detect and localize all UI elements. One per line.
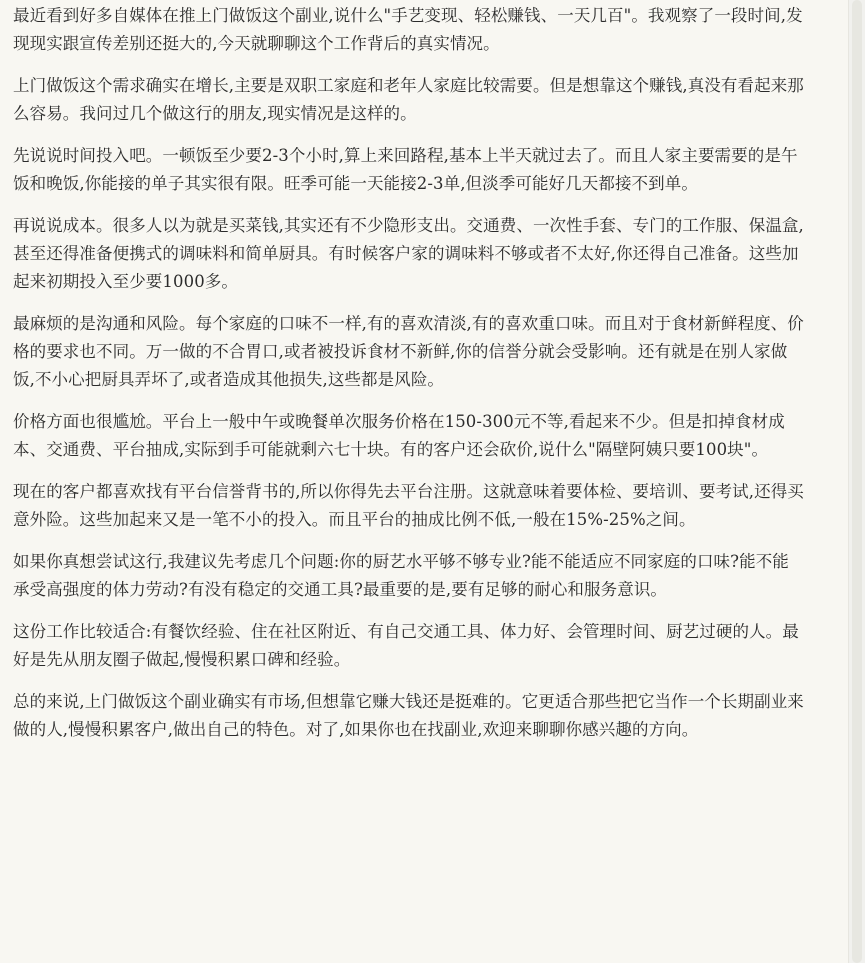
scrollbar-thumb[interactable] <box>852 0 862 963</box>
article-body <box>13 0 805 758</box>
paragraph-10: 总的来说,上门做饭这个副业确实有市场,但想靠它赚大钱还是挺难的。它更适合那些把它当作一个长期副业来做的人,慢慢积累客户,做出自己的特色。对了,如果你也在找副业,欢迎来聊聊你感兴趣的方向。 <box>13 692 804 739</box>
paragraph-4: 再说说成本。很多人以为就是买菜钱,其实还有不少隐形支出。交通费、一次性手套、专门的工作服、保温盒,甚至还得准备便携式的调味料和简单厨具。有时候客户家的调味料不够或者不太好,你还得自己准备。这些加起来初期投入至少要1000多。 <box>13 216 804 291</box>
paragraph-3: 先说说时间投入吧。一顿饭至少要2-3个小时,算上来回路程,基本上半天就过去了。而且人家主要需要的是午饭和晚饭,你能接的单子其实很有限。旺季可能一天能接2-3单,但淡季可能好几天都接不到单。 <box>13 146 798 193</box>
paragraph-7: 现在的客户都喜欢找有平台信誉背书的,所以你得先去平台注册。这就意味着要体检、要培训、要考试,还得买意外险。这些加起来又是一笔不小的投入。而且平台的抽成比例不低,一般在15%-25%之间。 <box>13 482 804 529</box>
paragraph-8: 如果你真想尝试这行,我建议先考虑几个问题:你的厨艺水平够不够专业?能不能适应不同家庭的口味?能不能承受高强度的体力劳动?有没有稳定的交通工具?最重要的是,要有足够的耐心和服务意识。 <box>13 552 789 599</box>
paragraph-9: 这份工作比较适合:有餐饮经验、住在社区附近、有自己交通工具、体力好、会管理时间、厨艺过硬的人。最好是先从朋友圈子做起,慢慢积累口碑和经验。 <box>13 622 799 669</box>
paragraph-5: 最麻烦的是沟通和风险。每个家庭的口味不一样,有的喜欢清淡,有的喜欢重口味。而且对于食材新鲜程度、价格的要求也不同。万一做的不合胃口,或者被投诉食材不新鲜,你的信誉分就会受影响。还有就是在别人家做饭,不小心把厨具弄坏了,或者造成其他损失,这些都是风险。 <box>13 314 804 389</box>
paragraph-6: 价格方面也很尴尬。平台上一般中午或晚餐单次服务价格在150-300元不等,看起来不少。但是扣掉食材成本、交通费、平台抽成,实际到手可能就剩六七十块。有的客户还会砍价,说什么"隔壁阿姨只要100块"。 <box>13 412 785 459</box>
paragraph-1: 最近看到好多自媒体在推上门做饭这个副业,说什么"手艺变现、轻松赚钱、一天几百"。我观察了一段时间,发现现实跟宣传差别还挺大的,今天就聊聊这个工作背后的真实情况。 <box>13 6 803 53</box>
paragraph-2: 上门做饭这个需求确实在增长,主要是双职工家庭和老年人家庭比较需要。但是想靠这个赚钱,真没有看起来那么容易。我问过几个做这行的朋友,现实情况是这样的。 <box>13 76 804 123</box>
vertical-scrollbar[interactable] <box>848 0 865 963</box>
